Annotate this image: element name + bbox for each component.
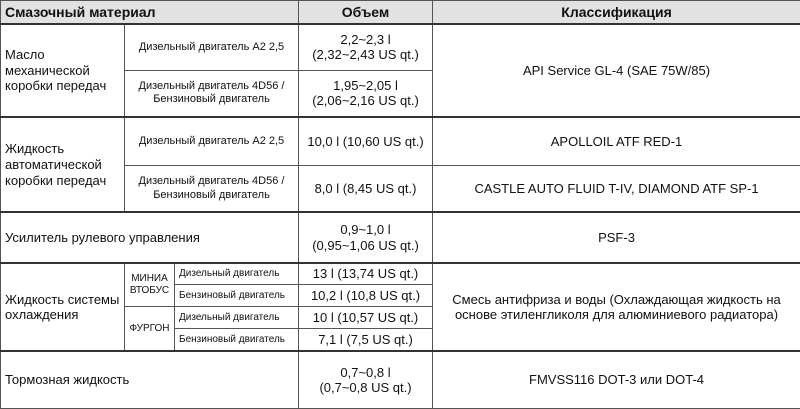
manual-engine-4d56: Дизельный двигатель 4D56 / Бензиновый двигатель: [125, 70, 299, 117]
coolant-van-petrol-volume: 7,1 l (7,5 US qt.): [299, 328, 433, 351]
manual-classification: API Service GL-4 (SAE 75W/85): [433, 24, 800, 117]
volume-line: 0,7~0,8 l: [340, 364, 391, 380]
auto-engine-a2: Дизельный двигатель A2 2,5: [125, 117, 299, 165]
header-row: [1, 1, 800, 25]
volume-line: (2,06~2,16 US qt.): [312, 93, 419, 109]
steering-classification: PSF-3: [433, 212, 800, 262]
brake-classification: FMVSS116 DOT-3 или DOT-4: [433, 351, 800, 408]
volume-line: (0,7~0,8 US qt.): [319, 380, 412, 396]
coolant-van-diesel-volume: 10 l (10,57 US qt.): [299, 307, 433, 329]
steering-volume: [299, 212, 433, 262]
table-row: [1, 117, 800, 165]
auto-classification-4d56: CASTLE AUTO FLUID T-IV, DIAMOND ATF SP-1: [433, 165, 800, 212]
header-material: Смазочный материал: [1, 1, 299, 25]
volume-line: (0,95~1,06 US qt.): [312, 237, 419, 253]
coolant-mb-petrol-volume: 10,2 l (10,8 US qt.): [299, 285, 433, 307]
auto-volume-4d56: 8,0 l (8,45 US qt.): [299, 165, 433, 212]
volume-line: (2,32~2,43 US qt.): [312, 47, 419, 63]
coolant-van-diesel: Дизельный двигатель: [175, 307, 299, 329]
coolant-mb-diesel: Дизельный двигатель: [175, 263, 299, 285]
brake-volume: [299, 351, 433, 408]
header-classification: Классификация: [433, 1, 800, 25]
manual-gearbox-name: Масло механической коробки передач: [1, 24, 125, 117]
auto-volume-a2: 10,0 l (10,60 US qt.): [299, 117, 433, 165]
manual-volume-4d56: [299, 70, 433, 117]
volume-line: 2,2~2,3 l: [340, 31, 391, 47]
coolant-van-petrol: Бензиновый двигатель: [175, 328, 299, 351]
coolant-van-label: ФУРГОН: [125, 307, 175, 352]
coolant-name: Жидкость системы охлаждения: [1, 263, 125, 352]
coolant-minibus-label: МИНИАВТОБУС: [125, 263, 175, 307]
table-row: [1, 212, 800, 262]
coolant-mb-petrol: Бензиновый двигатель: [175, 285, 299, 307]
header-volume: Объем: [299, 1, 433, 25]
manual-volume-a2: [299, 24, 433, 70]
table-row: [1, 351, 800, 408]
brake-name: Тормозная жидкость: [1, 351, 299, 408]
table-row: [1, 263, 800, 285]
auto-gearbox-name: Жидкость автоматической коробки передач: [1, 117, 125, 212]
auto-engine-4d56: Дизельный двигатель 4D56 / Бензиновый двигатель: [125, 165, 299, 212]
volume-line: 1,95~2,05 l: [333, 77, 398, 93]
steering-name: Усилитель рулевого управления: [1, 212, 299, 262]
auto-classification-a2: APOLLOIL ATF RED-1: [433, 117, 800, 165]
table-row: [1, 24, 800, 70]
coolant-classification: Смесь антифриза и воды (Охлаждающая жидкость на основе этиленгликоля для алюминиевого радиатора): [433, 263, 800, 352]
coolant-mb-diesel-volume: 13 l (13,74 US qt.): [299, 263, 433, 285]
manual-engine-a2: Дизельный двигатель A2 2,5: [125, 24, 299, 70]
volume-line: 0,9~1,0 l: [340, 221, 391, 237]
